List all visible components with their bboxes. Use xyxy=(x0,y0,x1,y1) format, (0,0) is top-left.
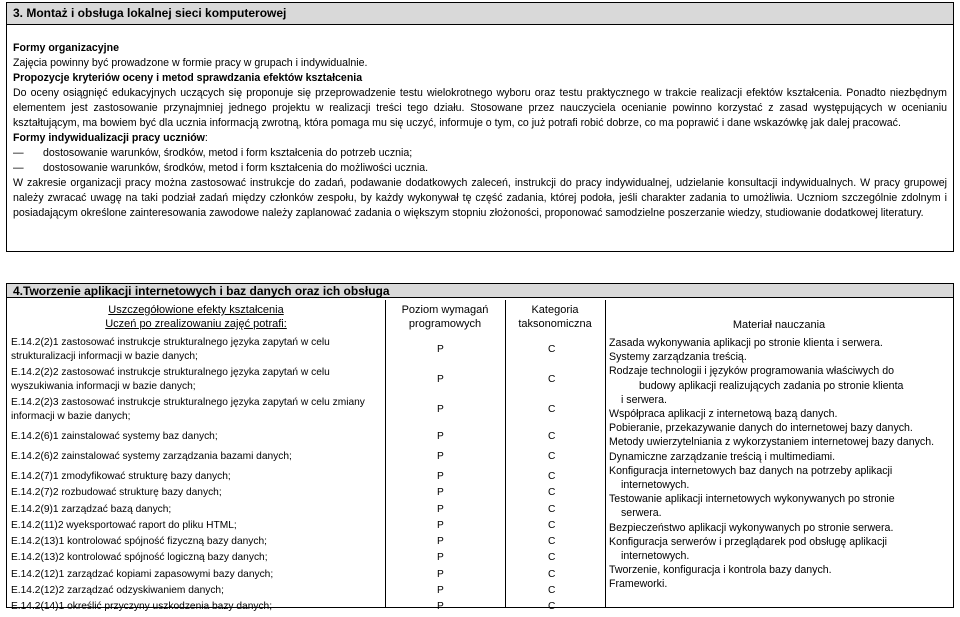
header-effects xyxy=(7,300,385,334)
column-divider xyxy=(605,300,606,607)
row-level: P xyxy=(437,344,444,355)
row-level: P xyxy=(437,585,444,597)
dash-item-text: dostosowanie warunków, środków, metod i form kształcenia do możliwości ucznia. xyxy=(43,162,429,174)
material-item: Konfiguracja internetowych baz danych na potrzeby aplikacji xyxy=(609,464,893,477)
header-material-text: Materiał nauczania xyxy=(732,319,826,331)
table-row xyxy=(7,600,605,616)
material-item: Pobieranie, przekazywanie danych do internetowej bazy danych. xyxy=(609,422,913,435)
row-effect: E.14.2(14)1 określić przyczyny uszkodzenia bazy danych; xyxy=(11,601,273,613)
row-level: P xyxy=(437,374,444,385)
row-effect: E.14.2(9)1 zarządzać bazą danych; xyxy=(11,503,172,515)
forms-heading: Formy organizacyjne xyxy=(13,42,119,54)
row-level: P xyxy=(437,503,444,515)
row-category: C xyxy=(548,431,556,442)
row-category: C xyxy=(548,503,556,515)
row-level: P xyxy=(437,404,444,415)
material-item: serwera. xyxy=(621,507,662,520)
row-effect: E.14.2(13)1 kontrolować spójność fizyczną bazy danych; xyxy=(11,536,267,548)
table-row xyxy=(7,430,605,450)
material-item: Współpraca aplikacji z internetową bazą danych. xyxy=(609,408,838,421)
section-body xyxy=(7,25,953,221)
forms-text: Zajęcia powinny być prowadzone w formie pracy w grupach i indywidualnie. xyxy=(13,57,368,69)
table-row xyxy=(7,551,605,567)
table xyxy=(7,300,953,613)
indiv-heading: Formy indywidualizacji pracy uczniów xyxy=(13,132,205,144)
header-level xyxy=(385,300,505,334)
material-item: internetowych. xyxy=(621,479,690,492)
dash-item xyxy=(13,146,947,161)
table-row xyxy=(7,470,605,486)
table-row xyxy=(7,450,605,470)
table-row xyxy=(7,503,605,519)
material-item: i serwera. xyxy=(621,393,667,406)
row-level: P xyxy=(437,487,444,499)
dash-marker: — xyxy=(13,147,24,159)
material-item: Tworzenie, konfiguracja i kontrola bazy danych. xyxy=(609,564,832,577)
row-category: C xyxy=(548,568,556,580)
row-category: C xyxy=(548,519,556,531)
header-effects-line2: Uczeń po zrealizowaniu zajęć potrafi: xyxy=(105,318,287,330)
criteria-heading: Propozycje kryteriów oceny i metod sprawdzania efektów kształcenia xyxy=(13,72,363,84)
header-category-line1: Kategoria xyxy=(531,304,579,316)
material-item: Frameworki. xyxy=(609,578,668,591)
table-row xyxy=(7,519,605,535)
row-category: C xyxy=(548,552,556,564)
effects-rows xyxy=(7,336,605,617)
material-item: Metody uwierzytelniania z wykorzystaniem internetowej bazy danych. xyxy=(609,436,935,449)
header-level-line2: programowych xyxy=(408,318,482,330)
row-category: C xyxy=(548,451,556,462)
row-effect: E.14.2(2)2 zastosować instrukcje strukturalnego języka zapytań w celu wyszukiwania informacji w bazie danych; xyxy=(11,367,330,392)
material-item: internetowych. xyxy=(621,550,690,563)
header-level-line1: Poziom wymagań xyxy=(401,304,489,316)
material-item: Systemy zarządzania treścią. xyxy=(609,351,747,364)
material-item: budowy aplikacji realizujących zadania po stronie klienta xyxy=(639,379,904,392)
row-level: P xyxy=(437,451,444,462)
row-level: P xyxy=(437,601,444,613)
dash-item-text: dostosowanie warunków, środków, metod i form kształcenia do potrzeb ucznia; xyxy=(43,147,413,159)
row-category: C xyxy=(548,585,556,597)
row-category: C xyxy=(548,374,556,385)
header-material xyxy=(605,300,953,334)
row-effect: E.14.2(7)1 zmodyfikować strukturę bazy danych; xyxy=(11,471,231,482)
header-category xyxy=(505,300,605,334)
row-effect: E.14.2(7)2 rozbudować strukturę bazy danych; xyxy=(11,487,222,499)
material-item: Zasada wykonywania aplikacji po stronie klienta i serwera. xyxy=(609,337,883,349)
row-effect: E.14.2(12)2 zarządzać odzyskiwaniem danych; xyxy=(11,585,224,597)
row-level: P xyxy=(437,552,444,564)
indiv-heading-line xyxy=(13,131,947,146)
row-level: P xyxy=(437,431,444,442)
row-level: P xyxy=(437,568,444,580)
material-item: Konfiguracja serwerów i przeglądarek pod obsługę aplikacji xyxy=(609,535,887,548)
row-effect: E.14.2(6)1 zainstalować systemy baz danych; xyxy=(11,431,218,442)
row-category: C xyxy=(548,536,556,548)
dash-item xyxy=(13,161,947,176)
criteria-text: Do oceny osiągnięć edukacyjnych uczących się proponuje się przeprowadzenie testu wielokrotnego wyboru oraz testu praktycznego w trakcie realizacji efektów kształcenia. Ponadto niezbędnym elementem jest zastosowanie przynajmniej jednego projektu w realizacji treści tego działu. Stosowane przez nauczyciela ocenianie powinno korzystać z zasad występujących w ocenianiu kształtującym, ma bowiem być dla ucznia informacją zwrotną, która pomaga mu się uczyć, informuje o tym, co już potrafi robić dobrze, co ma poprawić i dane wskazówkę jak dalej pracować. xyxy=(13,87,947,129)
material-list xyxy=(609,336,949,592)
section-4-box xyxy=(6,283,954,613)
row-effect: E.14.2(6)2 zainstalować systemy zarządzania bazami danych; xyxy=(11,451,292,462)
table-row xyxy=(7,486,605,502)
table-row xyxy=(7,535,605,551)
table-row xyxy=(7,568,605,584)
section-title: 3. Montaż i obsługa lokalnej sieci komputerowej xyxy=(7,3,953,25)
row-effect: E.14.2(2)3 zastosować instrukcje strukturalnego języka zapytań w celu zmiany informacji w bazie danych; xyxy=(11,397,365,422)
row-effect: E.14.2(13)2 kontrolować spójność logiczną bazy danych; xyxy=(11,552,268,564)
section-3-box xyxy=(6,2,954,252)
row-level: P xyxy=(437,471,444,482)
table-row xyxy=(7,396,605,430)
table-row xyxy=(7,336,605,366)
row-category: C xyxy=(548,344,556,355)
row-level: P xyxy=(437,519,444,531)
material-item: Bezpieczeństwo aplikacji wykonywanych po stronie serwera. xyxy=(609,521,894,534)
material-item: Rodzaje technologii i języków programowania właściwych do xyxy=(609,365,894,378)
row-effect: E.14.2(12)1 zarządzać kopiami zapasowymi bazy danych; xyxy=(11,568,274,580)
table-row xyxy=(7,366,605,396)
row-effect: E.14.2(11)2 wyeksportować raport do pliku HTML; xyxy=(11,519,237,531)
closing-text: W zakresie organizacji pracy można zastosować instrukcje do zadań, podawanie dodatkowych zaleceń, instrukcji do pracy indywidualnej, udzielanie konsultacji indywidualnych. W pracy grupowej należy zwracać uwagę na taki podział zadań między członków zespołu, by każdy wykonywał tę część zadania, której podoła, jeśli charakter zadania to umożliwia. Uczniom szczególnie zdolnym i posiadającym określone zainteresowania zawodowe należy zaplanować zadania o większym stopniu złożoności, proponować samodzielne poszerzanie wiedzy, studiowanie dodatkowej literatury. xyxy=(13,177,947,219)
header-effects-line1: Uszczegółowione efekty kształcenia xyxy=(108,304,284,316)
row-category: C xyxy=(548,471,556,482)
indiv-colon: : xyxy=(204,132,208,144)
section-title: 4.Tworzenie aplikacji internetowych i baz danych oraz ich obsługa xyxy=(7,284,953,298)
material-item: Dynamiczne zarządzanie treścią i multimediami. xyxy=(609,450,836,463)
header-category-line2: taksonomiczna xyxy=(518,318,592,330)
row-level: P xyxy=(437,536,444,548)
row-category: C xyxy=(548,404,556,415)
row-category: C xyxy=(548,487,556,499)
row-category: C xyxy=(548,601,556,613)
dash-marker: — xyxy=(13,162,24,174)
table-row xyxy=(7,584,605,600)
material-item: Testowanie aplikacji internetowych wykonywanych po stronie xyxy=(609,493,895,506)
row-effect: E.14.2(2)1 zastosować instrukcje strukturalnego języka zapytań w celu strukturalizacji informacji w bazie danych; xyxy=(11,337,330,362)
